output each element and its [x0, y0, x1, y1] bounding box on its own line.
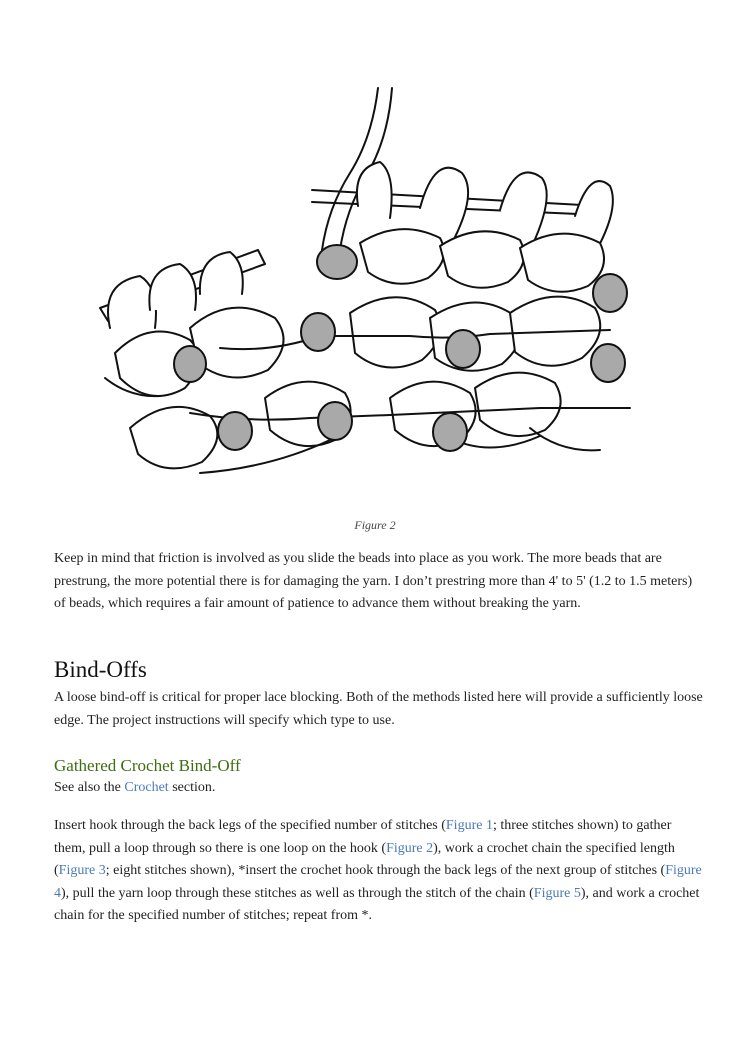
- see-also-line: [54, 777, 704, 800]
- figure-3-link[interactable]: Figure 3: [58, 863, 106, 878]
- knitting-figure: [90, 78, 680, 503]
- figure-1-link[interactable]: Figure 1: [445, 818, 493, 833]
- gathered-crochet-heading: Gathered Crochet Bind-Off: [54, 756, 241, 775]
- instr-text: ; three stitches shown) to gather them, pull a loop through so there is one loop on the hook (: [54, 818, 672, 856]
- instructions-paragraph: [54, 815, 704, 928]
- figure-5-link[interactable]: Figure 5: [533, 885, 581, 901]
- bind-offs-heading: Bind-Offs: [54, 657, 147, 682]
- instr-text: Insert hook through the back legs of the specified number of stitches (: [54, 818, 446, 833]
- figure-2-link[interactable]: Figure 2: [386, 840, 434, 856]
- figure-4-link[interactable]: Figure 4: [54, 863, 702, 901]
- bind-offs-paragraph: A loose bind-off is critical for proper lace blocking. Both of the methods listed here will provide a sufficiently loose edge. The project instructions will specify which type to use.: [54, 690, 703, 728]
- instr-text: ; eight stitches shown), *insert the crochet hook through the back legs of the next group of stitches (: [105, 863, 666, 878]
- figure-caption: Figure 2: [354, 518, 396, 532]
- beaded-knitting-illustration-icon: [90, 78, 680, 503]
- instr-text: ), pull the yarn loop through these stitches as well as through the stitch of the chain (: [61, 885, 534, 901]
- instr-text: ), and work a crochet chain for the specified number of stitches; repeat from *.: [54, 885, 700, 923]
- crochet-section-link[interactable]: Crochet: [124, 780, 169, 795]
- see-also-prefix: See also the: [54, 780, 125, 795]
- see-also-suffix: section.: [168, 780, 216, 795]
- instr-text: ), work a crochet chain the specified length (: [54, 840, 675, 878]
- intro-paragraph: Keep in mind that friction is involved as you slide the beads into place as you work. The more beads that are prestrung, the more potential there is for damaging the yarn. I don’t prestring more than 4' to 5' (1.2 to 1.5 meters) of beads, which requires a fair amount of patience to advance them without breaking the yarn.: [54, 551, 693, 611]
